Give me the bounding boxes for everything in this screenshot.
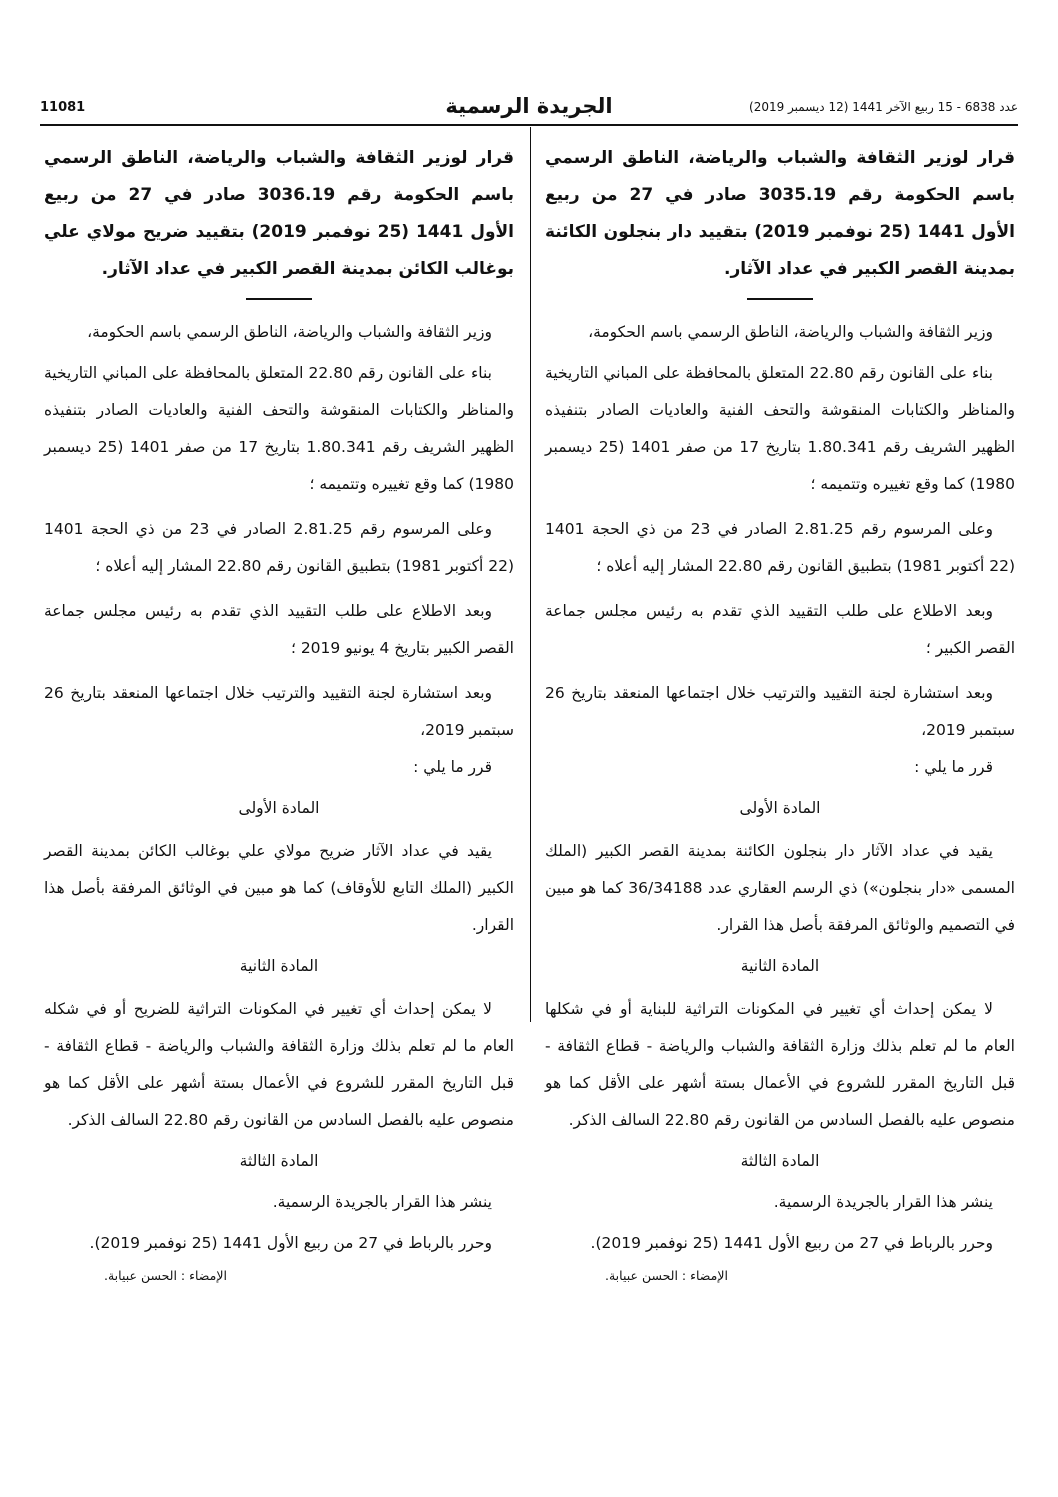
preamble-law: بناء على القانون رقم 22.80 المتعلق بالمحافظة على المباني التاريخية والمناظر والكتابات المنقوشة والتحف الفنية والعاديات الصادر بتنفيذه الظهير الشريف رقم 1.80.341 بتاريخ 17 من صفر 1401 (25 ديسمبر 1980) كما وقع تغييره وتتميمه ؛ xyxy=(545,364,1015,493)
title-separator xyxy=(246,298,312,300)
article-3-text: ينشر هذا القرار بالجريدة الرسمية. xyxy=(272,1193,492,1211)
decree-title: قرار لوزير الثقافة والشباب والرياضة، الناطق الرسمي باسم الحكومة رقم 3035.19 صادر في 27 من ربيع الأول 1441 (25 نوفمبر 2019) بتقييد دار بنجلون الكائنة بمدينة القصر الكبير في عداد الآثار. xyxy=(545,148,1015,279)
done-at-line: وحرر بالرباط في 27 من ربيع الأول 1441 (25 نوفمبر 2019). xyxy=(590,1234,993,1252)
preamble-request: وبعد الاطلاع على طلب التقييد الذي تقدم به رئيس مجلس جماعة القصر الكبير بتاريخ 4 يونيو 2019 ؛ xyxy=(44,602,514,657)
article-3-title: المادة الثالثة xyxy=(239,1152,319,1170)
article-2-text: لا يمكن إحداث أي تغيير في المكونات التراثية للبناية أو في شكلها العام ما لم تعلم بذلك وزارة الثقافة والشباب والرياضة - قطاع الثقافة - قبل التاريخ المقرر للشروع في الأعمال بستة أشهر على الأقل كما هو منصوص عليه بالفصل السادس من القانون رقم 22.80 السالف الذكر. xyxy=(545,1000,1015,1129)
preamble-decree: وعلى المرسوم رقم 2.81.25 الصادر في 23 من ذي الحجة 1401 (22 أكتوبر 1981) بتطبيق القانون رقم 22.80 المشار إليه أعلاه ؛ xyxy=(44,520,514,575)
minister-line: وزير الثقافة والشباب والرياضة، الناطق الرسمي باسم الحكومة، xyxy=(87,323,492,341)
page-header xyxy=(40,96,1018,124)
decree-column-left xyxy=(44,140,514,1283)
signature: الإمضاء : الحسن عبيابة. xyxy=(104,1268,227,1283)
header-rule xyxy=(40,124,1018,126)
decree-column-right xyxy=(545,140,1015,1283)
minister-line: وزير الثقافة والشباب والرياضة، الناطق الرسمي باسم الحكومة، xyxy=(588,323,993,341)
preamble-commission: وبعد استشارة لجنة التقييد والترتيب خلال اجتماعها المنعقد بتاريخ 26 سبتمبر 2019، xyxy=(545,684,1015,739)
article-3-title: المادة الثالثة xyxy=(740,1152,820,1170)
column-divider xyxy=(530,127,531,1022)
article-2-text: لا يمكن إحداث أي تغيير في المكونات التراثية للضريح أو في شكله العام ما لم تعلم بذلك وزارة الثقافة والشباب والرياضة - قطاع الثقافة - قبل التاريخ المقرر للشروع في الأعمال بستة أشهر على الأقل كما هو منصوص عليه بالفصل السادس من القانون رقم 22.80 السالف الذكر. xyxy=(44,1000,514,1129)
preamble-law: بناء على القانون رقم 22.80 المتعلق بالمحافظة على المباني التاريخية والمناظر والكتابات المنقوشة والتحف الفنية والعاديات الصادر بتنفيذه الظهير الشريف رقم 1.80.341 بتاريخ 17 من صفر 1401 (25 ديسمبر 1980) كما وقع تغييره وتتميمه ؛ xyxy=(44,364,514,493)
issue-info: عدد 6838 - 15 ربيع الآخر 1441 (12 ديسمبر 2019) xyxy=(749,100,1018,114)
signature: الإمضاء : الحسن عبيابة. xyxy=(605,1268,728,1283)
journal-title: الجريدة الرسمية xyxy=(445,94,613,118)
title-separator xyxy=(747,298,813,300)
article-1-title: المادة الأولى xyxy=(739,799,821,817)
article-1-title: المادة الأولى xyxy=(238,799,320,817)
decided-line: قرر ما يلي : xyxy=(413,758,492,776)
article-1-text: يقيد في عداد الآثار ضريح مولاي علي بوغالب الكائن بمدينة القصر الكبير (الملك التابع للأوقاف) كما هو مبين في الوثائق المرفقة بأصل هذا القرار. xyxy=(44,842,514,934)
done-at-line: وحرر بالرباط في 27 من ربيع الأول 1441 (25 نوفمبر 2019). xyxy=(89,1234,492,1252)
preamble-decree: وعلى المرسوم رقم 2.81.25 الصادر في 23 من ذي الحجة 1401 (22 أكتوبر 1981) بتطبيق القانون رقم 22.80 المشار إليه أعلاه ؛ xyxy=(545,520,1015,575)
preamble-commission: وبعد استشارة لجنة التقييد والترتيب خلال اجتماعها المنعقد بتاريخ 26 سبتمبر 2019، xyxy=(44,684,514,739)
decree-title: قرار لوزير الثقافة والشباب والرياضة، الناطق الرسمي باسم الحكومة رقم 3036.19 صادر في 27 من ربيع الأول 1441 (25 نوفمبر 2019) بتقييد ضريح مولاي علي بوغالب الكائن بمدينة القصر الكبير في عداد الآثار. xyxy=(44,148,514,279)
article-2-title: المادة الثانية xyxy=(740,957,820,975)
article-2-title: المادة الثانية xyxy=(239,957,319,975)
article-3-text: ينشر هذا القرار بالجريدة الرسمية. xyxy=(773,1193,993,1211)
preamble-request: وبعد الاطلاع على طلب التقييد الذي تقدم به رئيس مجلس جماعة القصر الكبير ؛ xyxy=(545,602,1015,657)
page-number: 11081 xyxy=(40,100,86,115)
article-1-text: يقيد في عداد الآثار دار بنجلون الكائنة بمدينة القصر الكبير (الملك المسمى «دار بنجلون») ذي الرسم العقاري عدد 36/34188 كما هو مبين في التصميم والوثائق المرفقة بأصل هذا القرار. xyxy=(545,842,1015,934)
decided-line: قرر ما يلي : xyxy=(914,758,993,776)
